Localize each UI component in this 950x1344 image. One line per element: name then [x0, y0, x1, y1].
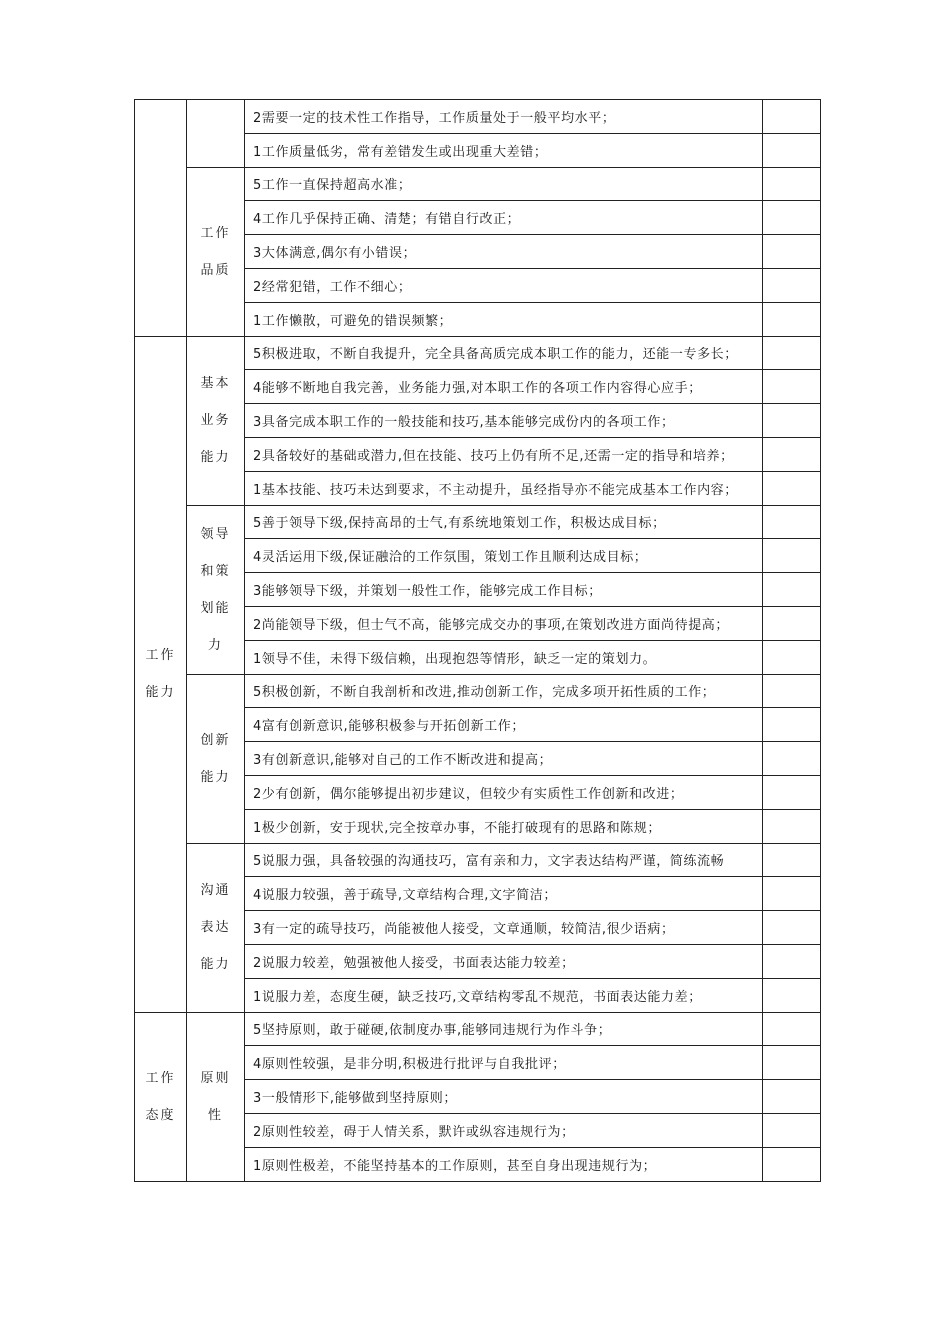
- criteria-description: 1原则性极差，不能坚持基本的工作原则，甚至自身出现违规行为；: [245, 1147, 763, 1181]
- score-cell[interactable]: [763, 742, 821, 776]
- subcategory-cell: [187, 167, 245, 336]
- criteria-description: 1领导不佳，未得下级信赖，出现抱怨等情形，缺乏一定的策划力。: [245, 640, 763, 674]
- score-cell[interactable]: [763, 1147, 821, 1181]
- criteria-description: 1工作懒散，可避免的错误频繁；: [245, 302, 763, 336]
- label-line: 态度: [145, 1107, 176, 1123]
- evaluation-table: [134, 99, 821, 1182]
- table-row: [135, 167, 821, 201]
- score-cell[interactable]: [763, 944, 821, 978]
- score-cell[interactable]: [763, 235, 821, 269]
- criteria-description: 2尚能领导下级，但士气不高，能够完成交办的事项,在策划改进方面尚待提高；: [245, 606, 763, 640]
- score-cell[interactable]: [763, 809, 821, 843]
- label-line: 品质: [200, 262, 231, 278]
- label-line: 表达: [200, 920, 231, 936]
- criteria-description: 5说服力强，具备较强的沟通技巧，富有亲和力，文字表达结构严谨，简练流畅: [245, 843, 763, 877]
- score-cell[interactable]: [763, 201, 821, 235]
- score-cell[interactable]: [763, 877, 821, 911]
- criteria-description: 2具备较好的基础或潜力,但在技能、技巧上仍有所不足,还需一定的指导和培养；: [245, 437, 763, 471]
- subcategory-cell: [187, 843, 245, 1012]
- label-line: 业务: [200, 413, 231, 429]
- criteria-description: 5积极进取，不断自我提升，完全具备高质完成本职工作的能力，还能一专多长；: [245, 336, 763, 370]
- label-line: 原则: [200, 1070, 231, 1086]
- criteria-description: 1工作质量低劣，常有差错发生或出现重大差错；: [245, 133, 763, 167]
- label-line: 划能: [200, 600, 231, 616]
- subcategory-cell: [187, 674, 245, 843]
- criteria-description: 1极少创新，安于现状,完全按章办事，不能打破现有的思路和陈规；: [245, 809, 763, 843]
- table-row: [135, 505, 821, 539]
- score-cell[interactable]: [763, 100, 821, 134]
- label-line: 和策: [200, 563, 231, 579]
- criteria-description: 4说服力较强，善于疏导,文章结构合理,文字简洁；: [245, 877, 763, 911]
- criteria-description: 4富有创新意识,能够积极参与开拓创新工作；: [245, 708, 763, 742]
- label-line: 能力: [145, 685, 176, 701]
- score-cell[interactable]: [763, 336, 821, 370]
- criteria-description: 5坚持原则，敢于碰硬,依制度办事,能够同违规行为作斗争；: [245, 1012, 763, 1046]
- criteria-description: 3大体满意,偶尔有小错误；: [245, 235, 763, 269]
- criteria-description: 4能够不断地自我完善，业务能力强,对本职工作的各项工作内容得心应手；: [245, 370, 763, 404]
- score-cell[interactable]: [763, 167, 821, 201]
- score-cell[interactable]: [763, 133, 821, 167]
- label-line: 能力: [200, 769, 231, 785]
- criteria-description: 5积极创新，不断自我剖析和改进,推动创新工作，完成多项开拓性质的工作；: [245, 674, 763, 708]
- score-cell[interactable]: [763, 268, 821, 302]
- criteria-description: 2原则性较差，碍于人情关系，默许或纵容违规行为；: [245, 1113, 763, 1147]
- category-cell: [135, 1012, 187, 1181]
- label-line: 能力: [200, 450, 231, 466]
- criteria-description: 3有创新意识,能够对自己的工作不断改进和提高；: [245, 742, 763, 776]
- score-cell[interactable]: [763, 978, 821, 1012]
- score-cell[interactable]: [763, 437, 821, 471]
- score-cell[interactable]: [763, 370, 821, 404]
- label-line: 领导: [200, 526, 231, 542]
- score-cell[interactable]: [763, 505, 821, 539]
- label-line: 力: [207, 637, 223, 653]
- criteria-description: 2少有创新，偶尔能够提出初步建议，但较少有实质性工作创新和改进；: [245, 775, 763, 809]
- table-row: [135, 843, 821, 877]
- table-row: [135, 100, 821, 134]
- criteria-description: 5善于领导下级,保持高昂的士气,有系统地策划工作，积极达成目标；: [245, 505, 763, 539]
- category-cell: [135, 336, 187, 1012]
- criteria-description: 4灵活运用下级,保证融洽的工作氛围，策划工作且顺利达成目标；: [245, 539, 763, 573]
- subcategory-cell: [187, 1012, 245, 1181]
- criteria-description: 2需要一定的技术性工作指导，工作质量处于一般平均水平；: [245, 100, 763, 134]
- category-cell: [135, 100, 187, 337]
- label-line: 创新: [200, 732, 231, 748]
- score-cell[interactable]: [763, 1113, 821, 1147]
- criteria-description: 1基本技能、技巧未达到要求，不主动提升，虽经指导亦不能完成基本工作内容；: [245, 471, 763, 505]
- score-cell[interactable]: [763, 606, 821, 640]
- criteria-description: 5工作一直保持超高水准；: [245, 167, 763, 201]
- label-line: 沟通: [200, 883, 231, 899]
- criteria-description: 3能够领导下级，并策划一般性工作，能够完成工作目标；: [245, 573, 763, 607]
- label-line: 性: [207, 1107, 223, 1123]
- criteria-description: 4原则性较强，是非分明,积极进行批评与自我批评；: [245, 1046, 763, 1080]
- label-line: 基本: [200, 376, 231, 392]
- score-cell[interactable]: [763, 539, 821, 573]
- score-cell[interactable]: [763, 302, 821, 336]
- table-row: [135, 336, 821, 370]
- criteria-description: 4工作几乎保持正确、清楚；有错自行改正；: [245, 201, 763, 235]
- score-cell[interactable]: [763, 404, 821, 438]
- subcategory-cell: [187, 336, 245, 505]
- label-line: 工作: [145, 1070, 176, 1086]
- score-cell[interactable]: [763, 911, 821, 945]
- subcategory-cell: [187, 505, 245, 674]
- score-cell[interactable]: [763, 1080, 821, 1114]
- score-cell[interactable]: [763, 573, 821, 607]
- criteria-description: 1说服力差，态度生硬，缺乏技巧,文章结构零乱不规范，书面表达能力差；: [245, 978, 763, 1012]
- score-cell[interactable]: [763, 1012, 821, 1046]
- label-line: 工作: [200, 225, 231, 241]
- score-cell[interactable]: [763, 640, 821, 674]
- criteria-description: 3有一定的疏导技巧，尚能被他人接受，文章通顺，较简洁,很少语病；: [245, 911, 763, 945]
- table-row: [135, 1012, 821, 1046]
- score-cell[interactable]: [763, 1046, 821, 1080]
- label-line: 能力: [200, 957, 231, 973]
- criteria-description: 3一般情形下,能够做到坚持原则；: [245, 1080, 763, 1114]
- score-cell[interactable]: [763, 775, 821, 809]
- table-row: [135, 674, 821, 708]
- score-cell[interactable]: [763, 674, 821, 708]
- label-line: 工作: [145, 648, 176, 664]
- criteria-description: 2经常犯错，工作不细心；: [245, 268, 763, 302]
- criteria-description: 3具备完成本职工作的一般技能和技巧,基本能够完成份内的各项工作；: [245, 404, 763, 438]
- criteria-description: 2说服力较差，勉强被他人接受，书面表达能力较差；: [245, 944, 763, 978]
- score-cell[interactable]: [763, 843, 821, 877]
- subcategory-cell: [187, 100, 245, 168]
- score-cell[interactable]: [763, 708, 821, 742]
- score-cell[interactable]: [763, 471, 821, 505]
